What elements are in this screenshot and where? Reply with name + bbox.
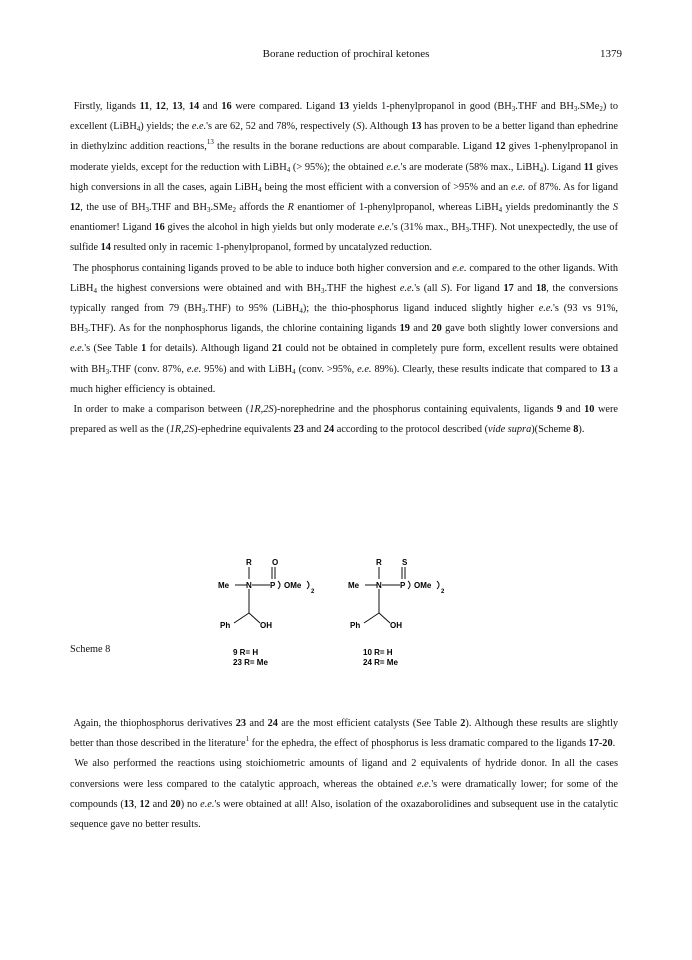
compound-label-9: 9 R= H <box>233 648 259 657</box>
body-text-continued <box>70 714 618 835</box>
r-label-1: R <box>246 558 252 567</box>
ph-label-2: Ph <box>350 621 361 630</box>
body-text <box>70 97 618 440</box>
r-label-2: R <box>376 558 382 567</box>
n-label-1: N <box>246 581 252 590</box>
running-title: Borane reduction of prochiral ketones <box>262 48 430 60</box>
molecule-9-23 <box>234 567 309 623</box>
molecule-10-24 <box>364 567 439 623</box>
paragraph-3: In order to make a comparison between (1R,2S)-norephedrine and the phosphorus containing equivalents, ligands 9 and 10 were prepared as well as the (1R,2S)-ephedrine equivalents 23 and 24 according to the protocol described (vide supra)(Scheme 8). <box>70 404 618 436</box>
ph-label-1: Ph <box>220 621 231 630</box>
ome-label-2: OMe <box>414 581 432 590</box>
me-label-2: Me <box>348 581 360 590</box>
heteroatom-2: S <box>402 558 408 567</box>
compound-label-10: 10 R= H <box>363 648 393 657</box>
ome-label-1: OMe <box>284 581 302 590</box>
scheme-caption: Scheme 8 <box>70 644 111 655</box>
compound-label-23: 23 R= Me <box>233 658 268 667</box>
paragraph-1: Firstly, ligands 11, 12, 13, 14 and 16 were compared. Ligand 13 yields 1-phenylpropanol in good ($BH_3.THF$ and $BH_3.SMe_2$) to excellent (LiBH$_4$) yields; the e.e.'s are 62, 52 and 78%, respectively (S). Although 13 has proven to be a better ligand than ephedrine in diethylzinc addition reactions,$^{13}$ the results in the borane reductions are about comparable. Ligand 12 gives 1-phenylpropanol in moderate yields, except for the reduction with LiBH$_4$ (> 95%); the obtained e.e.'s are moderate (58% max., LiBH$_4$). Ligand 11 gives high conversions in all the cases, again LiBH$_4$ being the most efficient with a conversion of >95% and an e.e. of 87%. As for ligand 12, the use of $BH_3.THF$ and $BH_3.SMe_2$ affords the R enantiomer of 1-phenylpropanol, whereas LiBH$_4$ yields predominantly the S enantiomer! Ligand 16 gives the alcohol in high yields but only moderate e.e.'s (31% max., $BH_3.THF$). Not unexpectedly, the use of sulfide 14 resulted only in racemic 1-phenylpropanol, formed by uncatalyzed reduction. <box>70 101 619 254</box>
me-label-1: Me <box>218 581 230 590</box>
paragraph-4: Again, the thiophosphorus derivatives 23 and 24 are the most efficient catalysts (See Table 2). Although these results are slightly better than those described in the literature$^1$ for the ephedra, the effect of phosphorus is less dramatic compared to the ligands 17-20. <box>70 718 618 750</box>
scheme-svg <box>200 555 500 685</box>
page-number: 1379 <box>600 48 622 60</box>
scheme-8-figure <box>200 555 500 685</box>
heteroatom-1: O <box>272 558 279 567</box>
sub2-label-2: 2 <box>441 589 445 595</box>
paragraph-2: The phosphorus containing ligands proved to be able to induce both higher conversion and e.e. compared to the other ligands. With LiBH$_4$ the highest conversions were obtained and with $BH_3.THF$ the highest e.e.'s (all S). For ligand 17 and 18, the conversions typically ranged from 79 $(BH_3.THF)$ to 95% (LiBH$_4$); the thio-phosphorus ligand induced slightly higher e.e.'s (93 vs 91%, $BH_3.THF$). As for the nonphosphorus ligands, the chlorine containing ligands 19 and 20 gave both slightly lower conversions and e.e.'s (See Table 1 for details). Although ligand 21 could not be obtained in completely pure form, excellent results were obtained with $BH_3.THF$ (conv. 87%, e.e. 95%) and with LiBH$_4$ (conv. >95%, e.e. 89%). Clearly, these results indicate that compared to 13 a much higher efficiency is obtained. <box>70 262 619 395</box>
p-label-2: P <box>400 581 406 590</box>
running-head <box>70 48 622 64</box>
oh-label-1: OH <box>260 621 272 630</box>
paragraph-5: We also performed the reactions using stoichiometric amounts of ligand and 2 equivalents of hydride donor. In all the cases conversions were less compared to the catalytic approach, whereas the obtained e.e.'s were dramatically lower; for some of the compounds (13, 12 and 20) no e.e.'s were obtained at all! Also, isolation of the oxazaborolidines and subsequent use in the catalytic sequence gave no better results. <box>70 758 619 831</box>
p-label-1: P <box>270 581 276 590</box>
compound-label-24: 24 R= Me <box>363 658 398 667</box>
sub2-label-1: 2 <box>311 589 315 595</box>
n-label-2: N <box>376 581 382 590</box>
oh-label-2: OH <box>390 621 402 630</box>
